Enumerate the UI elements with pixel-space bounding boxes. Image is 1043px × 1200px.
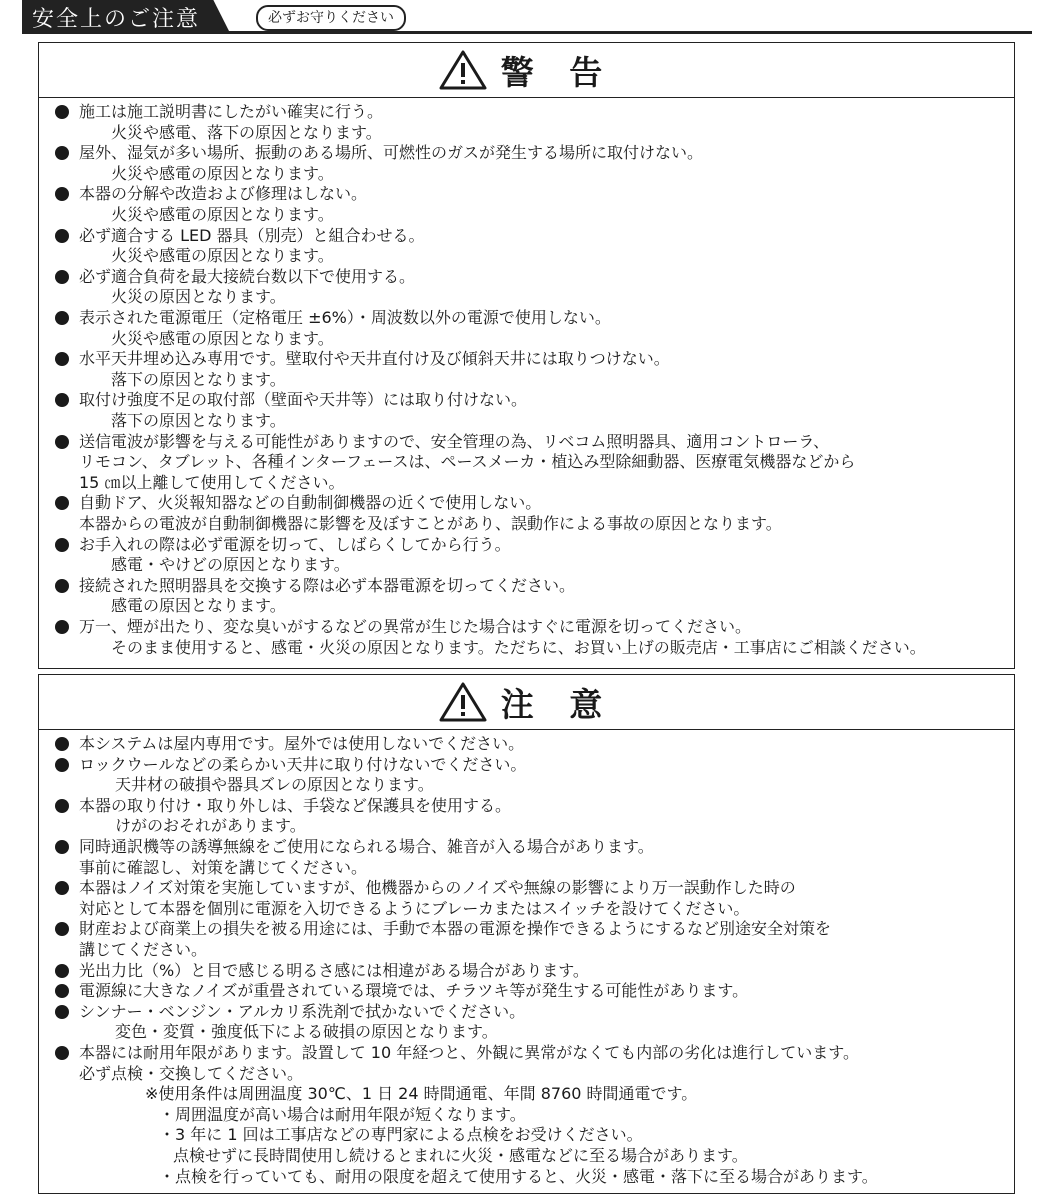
item-detail: 講じてください。 [79, 939, 208, 959]
bullet-dot-icon [55, 270, 69, 284]
item-heading: 必ず適合負荷を最大接続台数以下で使用する。 [79, 266, 416, 286]
usage-note: ・3 年に 1 回は工事店などの専門家による点検をお受けください。 [159, 1125, 643, 1145]
bullet-dot-icon [55, 881, 69, 895]
item-detail: 感電の原因となります。 [111, 596, 286, 616]
item-heading: 取付け強度不足の取付部（壁面や天井等）には取り付けない。 [79, 390, 528, 410]
bullet-dot-icon [55, 187, 69, 201]
item-detail: そのまま使用すると、感電・火災の原因となります。ただちに、お買い上げの販売店・工事店にご相談ください。 [111, 637, 926, 657]
usage-note: 点検せずに長時間使用し続けるとまれに火災・感電などに至る場合があります。 [173, 1146, 748, 1165]
item-detail: 火災や感電の原因となります。 [111, 204, 334, 224]
caution-title: 注 意 [500, 684, 615, 724]
bullet-dot-icon [55, 105, 69, 119]
item-heading: 水平天井埋め込み専用です。壁取付や天井直付け及び傾斜天井には取りつけない。 [79, 349, 670, 369]
item-heading: 施工は施工説明書にしたがい確実に行う。 [79, 102, 384, 121]
item-detail: 15 ㎝以上離して使用してください。 [79, 472, 345, 492]
bullet-dot-icon [55, 964, 69, 978]
item-detail: 対応として本器を個別に電源を入切できるようにブレーカまたはスイッチを設けてください。 [79, 898, 750, 918]
bullet-dot-icon [55, 311, 69, 325]
bullet-dot-icon [55, 1046, 69, 1060]
bullet-dot-icon [55, 758, 69, 772]
item-detail: 事前に確認し、対策を講じてください。 [79, 857, 368, 877]
bullet-dot-icon [55, 352, 69, 366]
bullet-dot-icon [55, 538, 69, 552]
item-heading: シンナー・ベンジン・アルカリ系洗剤で拭かないでください。 [79, 1001, 526, 1021]
item-detail: 本器からの電波が自動制御機器に影響を及ぼすことがあり、誤動作による事故の原因となります。 [79, 513, 782, 533]
item-heading: お手入れの際は必ず電源を切って、しばらくしてから行う。 [79, 534, 511, 554]
item-detail: 感電・やけどの原因となります。 [111, 555, 350, 575]
item-heading: 本器には耐用年限があります。設置して 10 年経つと、外観に異常がなくても内部の劣化は進行しています。 [79, 1043, 859, 1062]
item-detail: 落下の原因となります。 [111, 410, 286, 430]
header-title: 安全上のご注意 [32, 7, 201, 32]
warning-title-bar [39, 43, 1014, 98]
item-heading: 電源線に大きなノイズが重畳されている環境では、チラツキ等が発生する可能性があります。 [79, 981, 749, 1001]
warning-triangle-icon [439, 50, 487, 90]
bullet-dot-icon [55, 922, 69, 936]
item-detail: 火災や感電の原因となります。 [111, 328, 334, 348]
item-heading: 本器はノイズ対策を実施していますが、他機器からのノイズや無線の影響により万一誤動作した時の [79, 878, 796, 898]
bullet-dot-icon [55, 393, 69, 407]
header-pill: 必ずお守りください [256, 5, 406, 31]
item-heading: 接続された照明器具を交換する際は必ず本器電源を切ってください。 [79, 575, 576, 595]
item-detail: 必ず点検・交換してください。 [79, 1063, 304, 1083]
item-heading: 本器の取り付け・取り外しは、手袋など保護具を使用する。 [79, 795, 512, 815]
caution-section [38, 674, 1015, 1194]
item-heading: 万一、煙が出たり、変な臭いがするなどの異常が生じた場合はすぐに電源を切ってください。 [79, 617, 752, 636]
item-heading: 光出力比（%）と目で感じる明るさ感には相違がある場合があります。 [79, 960, 589, 980]
warning-title: 警 告 [500, 52, 615, 92]
item-detail: 天井材の破損や器具ズレの原因となります。 [115, 775, 434, 795]
bullet-dot-icon [55, 984, 69, 998]
item-heading: 本器の分解や改造および修理はしない。 [79, 184, 368, 204]
section-header [0, 0, 1032, 33]
bullet-dot-icon [55, 579, 69, 593]
bullet-dot-icon [55, 840, 69, 854]
bullet-dot-icon [55, 737, 69, 751]
item-heading: 屋外、湿気が多い場所、振動のある場所、可燃性のガスが発生する場所に取付けない。 [79, 143, 704, 163]
usage-note: ※使用条件は周囲温度 30℃、1 日 24 時間通電、年間 8760 時間通電です。 [145, 1084, 698, 1104]
usage-note: ・点検を行っていても、耐用の限度を超えて使用すると、火災・感電・落下に至る場合があります。 [159, 1166, 878, 1186]
item-detail: 火災や感電の原因となります。 [111, 246, 334, 266]
bullet-dot-icon [55, 496, 69, 510]
item-detail: けがのおそれがあります。 [115, 816, 306, 836]
item-detail: 火災の原因となります。 [111, 287, 286, 307]
item-heading: 同時通訳機等の誘導無線をご使用になられる場合、雑音が入る場合があります。 [79, 837, 654, 856]
bullet-dot-icon [55, 799, 69, 813]
item-heading: 表示された電源電圧（定格電圧 ±6%）・周波数以外の電源で使用しない。 [79, 308, 611, 327]
item-detail: 火災や感電、落下の原因となります。 [111, 122, 382, 142]
usage-note: ・周囲温度が高い場合は耐用年限が短くなります。 [159, 1104, 526, 1124]
bullet-dot-icon [55, 1005, 69, 1019]
bullet-dot-icon [55, 146, 69, 160]
bullet-dot-icon [55, 229, 69, 243]
caution-title-bar [39, 675, 1014, 730]
item-detail: リモコン、タブレット、各種インターフェースは、ペースメーカ・植込み型除細動器、医療電気機器などから [79, 452, 856, 472]
bullet-dot-icon [55, 435, 69, 449]
item-heading: ロックウールなどの柔らかい天井に取り付けないでください。 [79, 754, 527, 774]
item-heading: 送信電波が影響を与える可能性がありますので、安全管理の為、リベコム照明器具、適用コントローラ、 [79, 431, 830, 451]
bullet-dot-icon [55, 620, 69, 634]
item-detail: 落下の原因となります。 [111, 369, 286, 389]
item-heading: 財産および商業上の損失を被る用途には、手動で本器の電源を操作できるようにするなど別途安全対策を [79, 919, 832, 939]
item-heading: 本システムは屋内専用です。屋外では使用しないでください。 [79, 734, 525, 753]
item-heading: 自動ドア、火災報知器などの自動制御機器の近くで使用しない。 [79, 493, 542, 513]
item-detail: 変色・変質・強度低下による破損の原因となります。 [115, 1022, 498, 1042]
warning-section [38, 42, 1015, 669]
warning-triangle-icon [439, 682, 487, 722]
item-heading: 必ず適合する LED 器具（別売）と組合わせる。 [79, 225, 425, 245]
item-detail: 火災や感電の原因となります。 [111, 163, 334, 183]
